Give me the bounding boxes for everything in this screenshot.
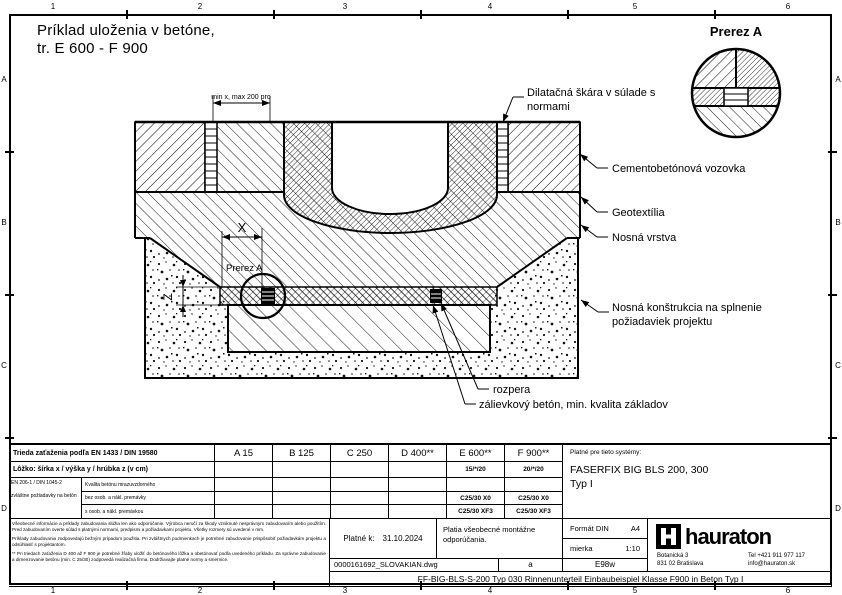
bedding-value-f900: 20/*/20 <box>505 462 563 478</box>
load-class-label: Trieda zaťaženia podľa EN 1433 / DIN 19580 <box>9 445 215 462</box>
anchor-left <box>261 288 275 304</box>
callout-geotextile: Geotextília <box>612 207 665 219</box>
concrete-value <box>215 478 273 492</box>
callout-grout: zálievkový betón, min. kvalita základov <box>479 399 668 411</box>
bedding-label: Lôžko: šírka x / výška y / hrúbka z (v cm) <box>9 462 215 478</box>
callout-base-layer: Nosná vrstva <box>612 232 677 244</box>
note-text: Príklady zabudovania zodpovedajú bežným prípadom použitia. Pri zvláštnych podmienkach je potrebné zabudovanie prispôsobiť požiadavkám projektu a odsúhlasiť s projektantom. <box>12 536 326 547</box>
scale-value: 1:10 <box>625 544 640 553</box>
company-phone: Tel +421 911 977 117 <box>748 553 805 559</box>
company-contact <box>748 553 805 568</box>
ruler-row-label: A <box>1 75 7 84</box>
file-name: 0000161692_SLOVAKIAN.dwg <box>330 559 499 572</box>
class-e600: E 600** <box>447 445 505 462</box>
company-address-line2: 831 02 Bratislava <box>657 560 704 567</box>
ruler-col-label: 4 <box>487 586 493 595</box>
anchor-right <box>430 289 442 303</box>
note-text: ** Pri triedach zaťaženia D 400 až F 900 je potrebné žľaby uložiť do betónového lôžka a obetónovať podľa uvedeného príkladu. Za správne zabudovanie a dimenzovanie betónu (min. C 25/30) zodpovedá realizačná firma. Dodržiavajte platné normy a smernice. <box>12 551 326 562</box>
concrete-row-label: s osob. a nákl. premávkou <box>82 505 215 519</box>
callout-spacer: rozpera <box>493 384 531 396</box>
concrete-value <box>273 478 331 492</box>
concrete-value-f900: C25/30 XF3 <box>505 505 563 519</box>
ruler-col-label: 1 <box>50 586 56 595</box>
ruler-col-label: 2 <box>197 586 203 595</box>
concrete-value <box>331 492 389 505</box>
notes-cell <box>9 519 330 587</box>
page-title: Príklad uloženia v betóne, <box>37 22 215 39</box>
systems-type: Typ I <box>570 478 593 490</box>
concrete-value <box>273 505 331 519</box>
drawing-code: E98w <box>563 559 648 572</box>
concrete-value-e600: C25/30 X0 <box>447 492 505 505</box>
scale-label: mierka <box>570 544 593 553</box>
detail-title: Prerez A <box>709 24 763 39</box>
callout-pavement: Cementobetónová vozovka <box>612 163 746 175</box>
bedding-value <box>215 462 273 478</box>
class-d400: D 400** <box>389 445 447 462</box>
title-block <box>9 443 832 585</box>
ruler-row-label: D <box>835 504 841 513</box>
detail-view <box>692 49 780 138</box>
class-a15: A 15 <box>215 445 273 462</box>
concrete-row-label: Kvalita betónu mrazuvzdorného <box>82 478 215 492</box>
bedding-value <box>331 462 389 478</box>
systems-label: Platné pre tieto systémy: <box>570 449 642 456</box>
pavement-left <box>135 122 205 192</box>
valid-date: 31.10.2024 <box>382 534 423 543</box>
concrete-value <box>389 492 447 505</box>
scale-cell <box>563 539 648 559</box>
revision: a <box>499 559 563 572</box>
ruler-col-label: 6 <box>785 2 791 11</box>
ruler-row-label: A <box>835 75 841 84</box>
ruler-col-label: 5 <box>632 586 638 595</box>
valid-cell <box>330 519 437 559</box>
callout-substructure-line2: požiadaviek projektu <box>612 316 713 328</box>
bedding-value <box>273 462 331 478</box>
ruler-col-label: 2 <box>197 2 203 11</box>
concrete-value <box>215 492 273 505</box>
concrete-value <box>273 492 331 505</box>
callout-expansion-joint-line2: normami <box>527 101 570 113</box>
expansion-joint-right <box>497 122 508 192</box>
drawing-title: FF-BIG-BLS-S-200 Typ 030 Rinnenunterteil Einbaubeispiel Klasse F900 in Beton Typ I <box>330 572 832 587</box>
systems-cell <box>563 445 832 519</box>
dim-z-label: Z <box>161 293 175 301</box>
ruler-col-label: 1 <box>50 2 56 11</box>
expansion-joint-left <box>205 122 217 192</box>
class-b125: B 125 <box>273 445 331 462</box>
format-value: A4 <box>630 524 640 533</box>
company-address <box>657 553 703 568</box>
concrete-norm: EN 206-1 / DIN 1045-2 <box>11 480 62 486</box>
callout-substructure: Nosná konštrukcia na splnenie <box>612 302 762 314</box>
concrete-value <box>389 478 447 492</box>
ruler-row-label: B <box>835 218 841 227</box>
recommendation-cell: Platia všeobecné montážne odporúčania. <box>437 519 563 559</box>
ruler-col-label: 4 <box>487 2 493 11</box>
bedding-value-e600: 15/*/20 <box>447 462 505 478</box>
ruler-row-label: D <box>1 504 7 513</box>
ruler-row-label: B <box>1 218 7 227</box>
ruler-col-label: 6 <box>785 586 791 595</box>
company-email: info@hauraton.sk <box>748 560 796 567</box>
pavement-right <box>508 122 580 192</box>
concrete-norm-cell <box>9 478 82 519</box>
concrete-row-label: bez osob. a nákl. premávky <box>82 492 215 505</box>
concrete-value <box>331 505 389 519</box>
ruler-col-label: 3 <box>342 2 348 11</box>
callout-expansion-joint: Dilatačná škára v súlade s <box>527 87 656 99</box>
ruler-row-label: C <box>835 361 841 370</box>
bedding-value <box>389 462 447 478</box>
dim-x-label: X <box>237 220 247 235</box>
company-address-line1: Botanická 3 <box>657 553 689 559</box>
class-f900: F 900** <box>505 445 563 462</box>
section-ref-label: Prerez A <box>226 263 263 274</box>
page-title-line2: tr. E 600 - F 900 <box>37 40 148 57</box>
note-text: Všeobecné informácie a príklady zabudovania slúžia len ako odporúčanie. Výrobca neručí za škody vzniknuté nesprávnym zabudovaním alebo použitím. Pred zabudovaním overte súlad s platnými normami, predpismi a požiadavkami projektu. Všetky rozmery sú uvedené v mm. <box>12 521 326 532</box>
channel-cavity <box>332 122 448 214</box>
format-label: Formát DIN <box>570 524 609 533</box>
concrete-value <box>215 505 273 519</box>
dimension-top <box>211 94 271 122</box>
hauraton-logo-icon <box>656 524 681 549</box>
format-cell <box>563 519 648 539</box>
class-c250: C 250 <box>331 445 389 462</box>
concrete-value <box>447 478 505 492</box>
concrete-value <box>331 478 389 492</box>
company-name: hauraton <box>685 523 772 549</box>
company-cell <box>648 519 832 572</box>
concrete-note: zvláštne požiadavky na betón <box>11 493 77 499</box>
concrete-value <box>389 505 447 519</box>
concrete-value <box>505 478 563 492</box>
concrete-value-f900: C25/30 X0 <box>505 492 563 505</box>
dim-top-label: min x, max 200 pro <box>211 94 271 101</box>
ruler-col-label: 3 <box>342 586 348 595</box>
foundation-block <box>228 305 490 352</box>
ruler-col-label: 5 <box>632 2 638 11</box>
ruler-row-label: C <box>1 361 7 370</box>
concrete-value-e600: C25/30 XF3 <box>447 505 505 519</box>
valid-label: Platné k: <box>343 534 375 543</box>
systems-name: FASERFIX BIG BLS 200, 300 <box>570 464 709 476</box>
